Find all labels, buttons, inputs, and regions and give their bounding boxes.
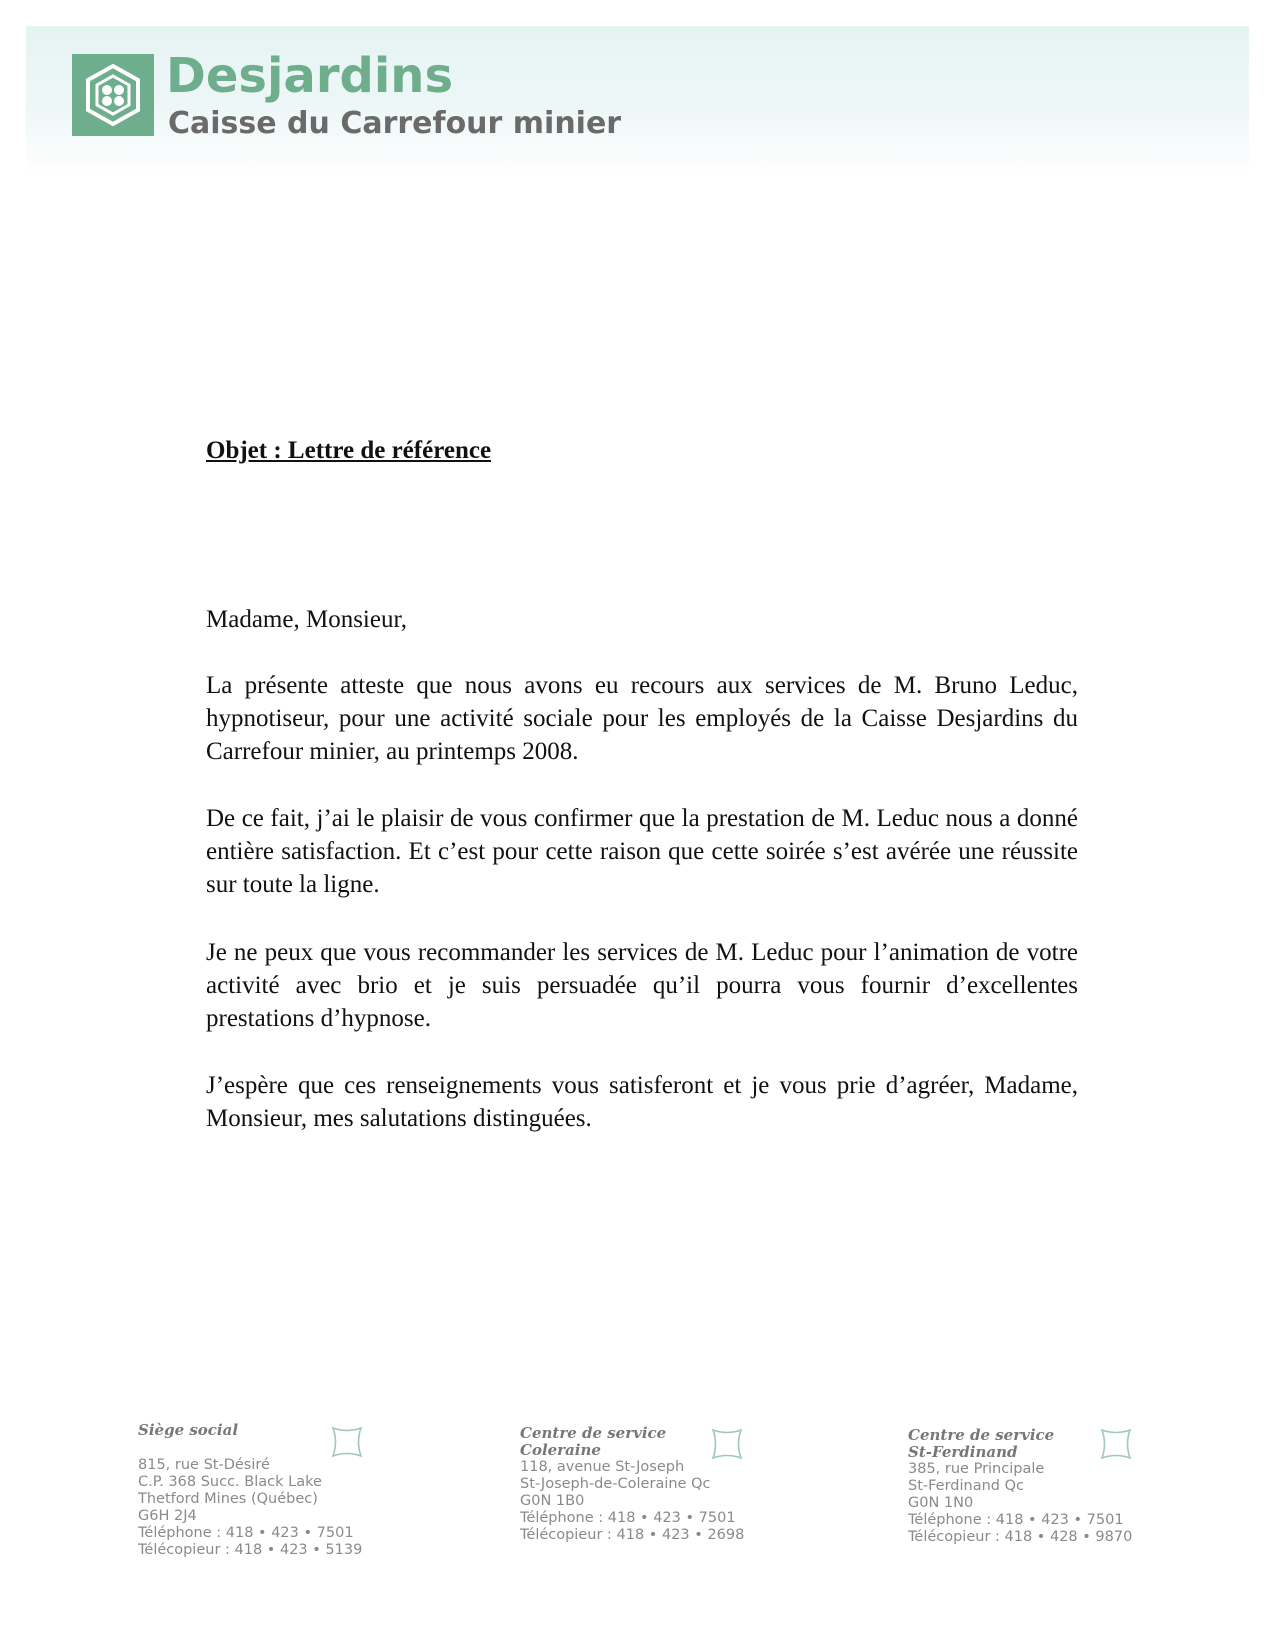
footer-title: Centre de service [908,1426,1055,1444]
footer-title: Centre de service [520,1424,667,1442]
corner-bracket-icon [1099,1427,1133,1461]
corner-bracket-icon [330,1425,364,1459]
letter-subject: Objet : Lettre de référence [206,437,492,464]
desjardins-logo-icon [72,54,154,136]
footer-address-line: C.P. 368 Succ. Black Lake [138,1474,322,1490]
letter-paragraph: J’espère que ces renseignements vous satisferont et je vous prie d’agréer, Madame, Monsieur, mes salutations distinguées. [206,1072,1078,1132]
footer-address-line: 385, rue Principale [908,1461,1045,1477]
footer-phone: Téléphone : 418 • 423 • 7501 [908,1512,1124,1528]
footer-address-line: 118, avenue St-Joseph [520,1459,685,1475]
footer-fax: Télécopieur : 418 • 423 • 5139 [138,1542,363,1558]
footer-title: Coleraine [520,1441,601,1459]
letter-paragraph: La présente atteste que nous avons eu recours aux services de M. Bruno Leduc, hypnotiseur, pour une activité sociale pour les employés de la Caisse Desjardins du Carrefour minier, au printemps 2008. [206,672,1078,765]
footer-fax: Télécopieur : 418 • 423 • 2698 [520,1527,745,1543]
footer-phone: Téléphone : 418 • 423 • 7501 [520,1510,736,1526]
brand-subtitle: Caisse du Carrefour minier [168,106,622,141]
footer-address-line: G0N 1N0 [908,1495,974,1511]
letter-salutation: Madame, Monsieur, [206,606,408,633]
footer-address-line: G6H 2J4 [138,1508,197,1524]
corner-bracket-icon [710,1427,744,1461]
footer-address-line: 815, rue St-Désiré [138,1457,270,1473]
footer-fax: Télécopieur : 418 • 428 • 9870 [908,1529,1133,1545]
footer-title: Siège social [138,1421,239,1439]
footer-address-line: St-Ferdinand Qc [908,1478,1024,1494]
footer-address-line: G0N 1B0 [520,1493,585,1509]
footer-address-line: Thetford Mines (Québec) [138,1491,318,1507]
letter-paragraph: Je ne peux que vous recommander les services de M. Leduc pour l’animation de votre activité avec brio et je suis persuadée qu’il pourra vous fournir d’excellentes prestations d’hypnose. [206,939,1078,1032]
brand-name: Desjardins [166,48,454,104]
letter-paragraph: De ce fait, j’ai le plaisir de vous confirmer que la prestation de M. Leduc nous a donné entière satisfaction. Et c’est pour cette raison que cette soirée s’est avérée une réussite sur toute la ligne. [206,805,1078,898]
footer-title: St-Ferdinand [908,1443,1018,1461]
footer-head-office [138,1422,362,1559]
footer-address-line: St-Joseph-de-Coleraine Qc [520,1476,711,1492]
footer-phone: Téléphone : 418 • 423 • 7501 [138,1525,354,1541]
